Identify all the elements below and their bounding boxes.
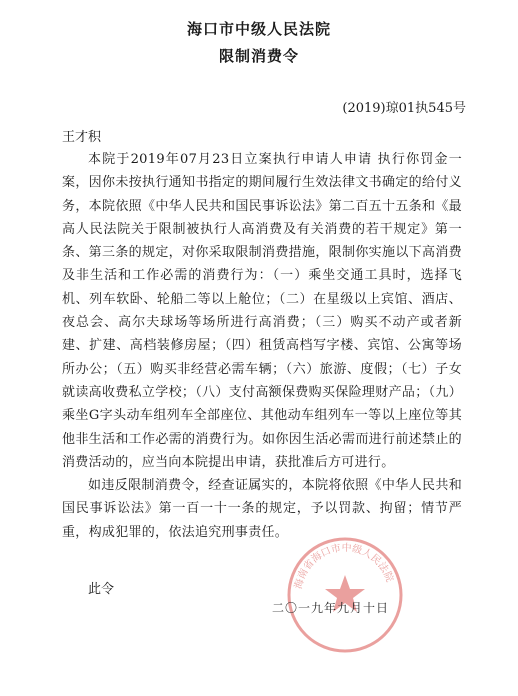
svg-text:海南省海口市中级人民法院: 海南省海口市中级人民法院 — [293, 542, 395, 591]
case-number: (2019)琼01执545号 — [342, 101, 466, 116]
order-paragraph-2: 如违反限制消费令，经查证属实的，本院将依照《中华人民共和国民事诉讼法》第一百一十一条的规定，予以罚款、拘留；情节严重，构成犯罪的，依法追究刑事责任。 — [62, 478, 462, 540]
document-type: 限制消费令 — [218, 47, 299, 65]
closing-text: 此令 — [88, 582, 115, 597]
order-body — [62, 148, 462, 544]
recipient-name: 王才积 — [62, 130, 102, 145]
court-name: 海口市中级人民法院 — [186, 20, 331, 38]
court-seal-icon — [285, 535, 405, 655]
issue-date: 二〇一九年九月十日 — [272, 601, 390, 615]
order-paragraph-1: 本院于2019年07月23日立案执行申请人申请 执行你罚金一案，因你未按执行通知书指定的期间履行生效法律文书确定的给付义务，本院依照《中华人民共和国民事诉讼法》第二百五十五条和《最高人民法院关于限制被执行人高消费及有关消费的若干规定》第一条、第三条的规定，对你采取限制消费措施，限制你实施以下高消费及非生活和工作必需的消费行为：（一）乘坐交通工具时，选择飞机、列车软卧、轮船二等以上舱位；（二）在星级以上宾馆、酒店、夜总会、高尔夫球场等场所进行高消费；（三）购买不动产或者新建、扩建、高档装修房屋；（四）租赁高档写字楼、宾馆、公寓等场所办公；（五）购买非经营必需车辆；（六）旅游、度假；（七）子女就读高收费私立学校；（八）支付高额保费购买保险理财产品；（九）乘坐G字头动车组列车全部座位、其他动车组列车一等以上座位等其他非生活和工作必需的消费行为。如你因生活必需而进行前述禁止的消费活动的，应当向本院提出申请，获批准后方可进行。 — [62, 152, 462, 470]
